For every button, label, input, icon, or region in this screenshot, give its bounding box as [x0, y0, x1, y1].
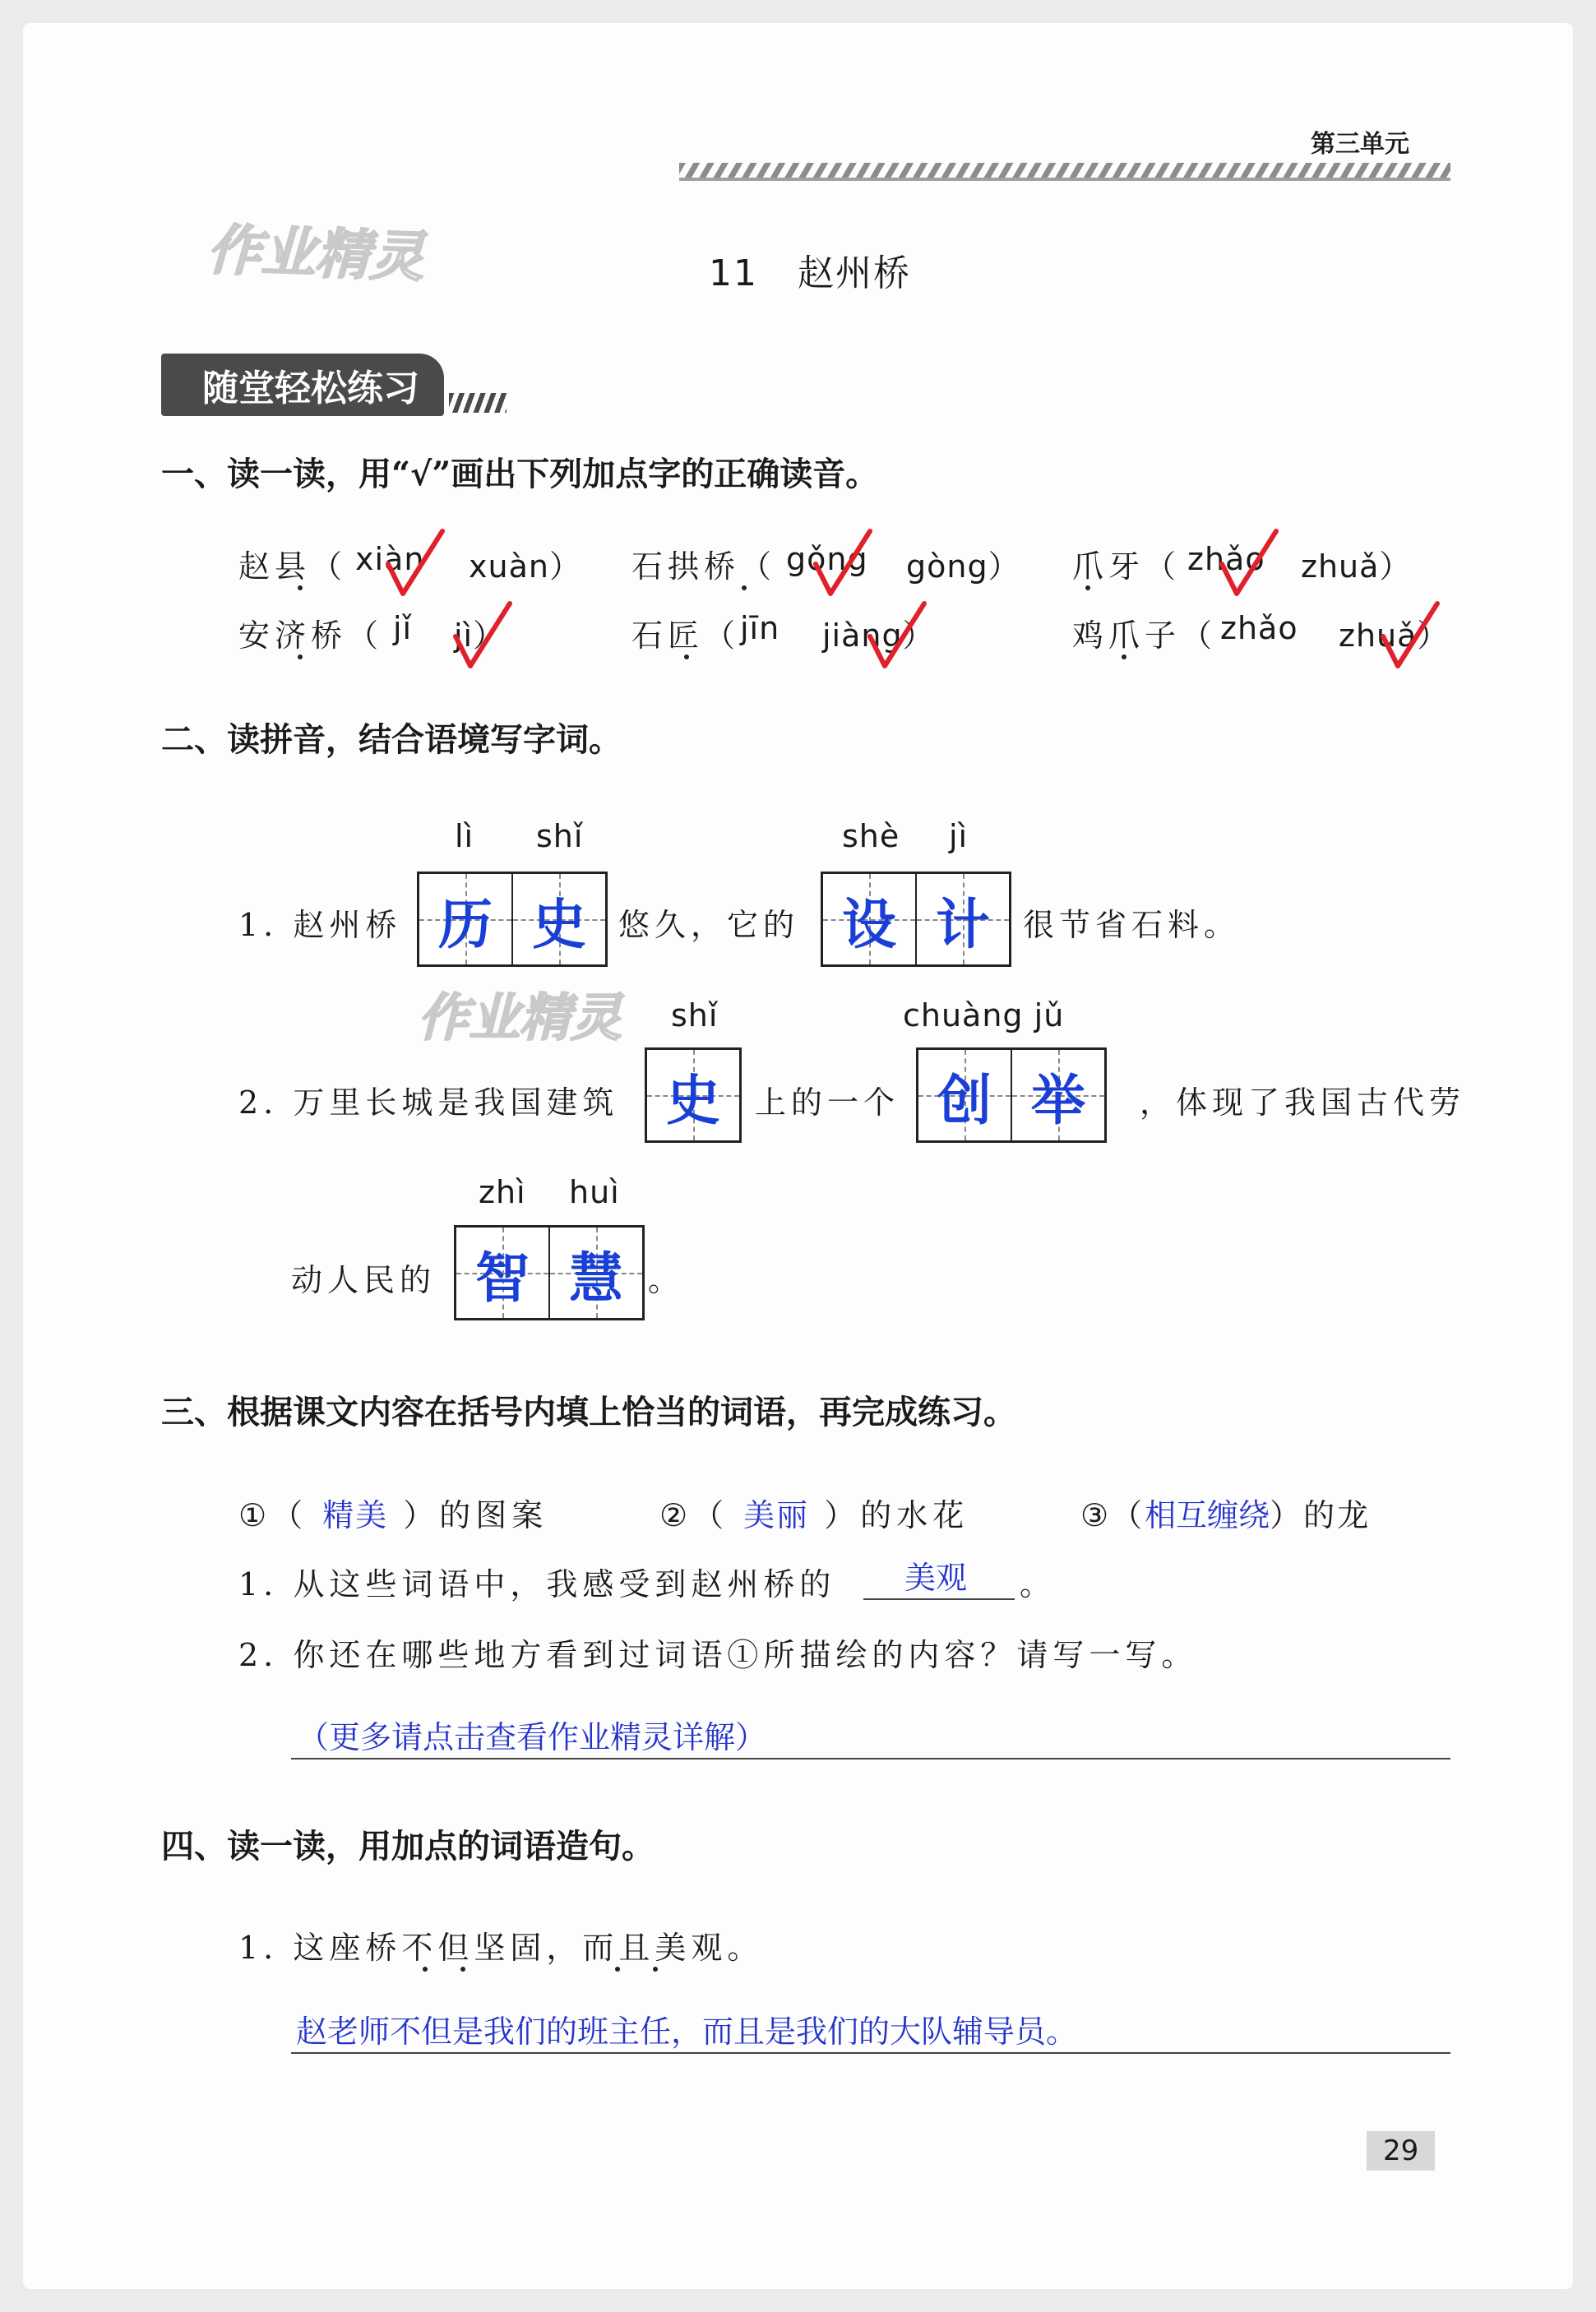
q1-option: jì） [454, 617, 506, 654]
q1-option: jǐ [393, 610, 413, 646]
tag-stripes [449, 393, 507, 413]
answer-char: 智 [475, 1245, 530, 1310]
q3-item [659, 1490, 969, 1535]
q3-item-num: ③（ [1080, 1497, 1145, 1533]
q3-item-num: ②（ [659, 1497, 729, 1533]
answer-box[interactable] [454, 1225, 645, 1320]
red-check-icon [383, 526, 449, 600]
answer-box[interactable] [645, 1047, 742, 1143]
answer-char: 史 [666, 1067, 720, 1132]
red-check-icon [865, 599, 931, 673]
q1-option: gòng） [906, 548, 1020, 585]
sentence-text: 。 [648, 1262, 685, 1298]
answer-char: 计 [936, 891, 990, 956]
lesson-title [709, 243, 911, 296]
q1-word: 爪牙（ [1072, 548, 1182, 585]
sentence-text: 动人民的 [291, 1262, 437, 1298]
red-check-icon [1217, 526, 1283, 600]
watermark: 作业精灵 [418, 987, 622, 1047]
q3-item-num: ①（ [238, 1497, 308, 1533]
page-number: 29 [1367, 2131, 1435, 2171]
answer-char: 历 [438, 891, 493, 956]
emphasis-dot [684, 654, 689, 659]
answer-char: 举 [1031, 1067, 1085, 1132]
pinyin-label: chuàng jǔ [903, 997, 1065, 1033]
emphasis-dot [298, 585, 303, 590]
q3-sub2: 2. 你还在哪些地方看到过词语①所描绘的内容？请写一写。 [238, 1637, 1198, 1673]
answer-char: 创 [937, 1067, 992, 1132]
red-check-icon [811, 526, 877, 600]
answer-box[interactable] [916, 1047, 1107, 1143]
q3-item-tail: ）的图案 [403, 1497, 548, 1533]
red-check-icon [451, 599, 516, 673]
answer-line [291, 2052, 1450, 2054]
q4-heading: 四、读一读，用加点的词语造句。 [161, 1827, 655, 1866]
pinyin-label: zhì [479, 1174, 526, 1210]
emphasis-dot [298, 654, 303, 659]
q1-option: zhuǎ） [1339, 617, 1450, 654]
emphasis-dot [615, 1967, 620, 1972]
emphasis-dot [653, 1967, 658, 1972]
q3-sub1-suffix: 。 [1020, 1566, 1057, 1602]
answer-char: 慧 [569, 1245, 623, 1310]
answer-char: 史 [532, 891, 586, 956]
emphasis-dot [460, 1967, 465, 1972]
red-check-icon [1378, 599, 1444, 673]
q1-option: gǒng [786, 541, 868, 577]
sentence-text: 很节省石料。 [1023, 907, 1241, 943]
q3-sub1-answer: 美观 [904, 1560, 968, 1596]
q1-option: xiàn [355, 541, 425, 577]
q3-item-tail: ）的龙 [1270, 1497, 1372, 1533]
q1-word: 赵县（ [238, 548, 348, 585]
pinyin-label: lì [455, 818, 474, 854]
pinyin-label: jì [949, 818, 969, 854]
answer-line [291, 1758, 1450, 1759]
emphasis-dot [1085, 585, 1090, 590]
q1-heading: 一、读一读，用“√”画出下列加点字的正确读音。 [161, 455, 879, 493]
q3-heading: 三、根据课文内容在括号内填上恰当的词语，再完成练习。 [161, 1393, 1016, 1431]
lesson-number: 11 [709, 252, 758, 294]
q1-word: 安济桥（ [238, 617, 384, 654]
sentence-text: 1. 赵州桥 [238, 907, 402, 943]
q1-word: 石匠（ [631, 617, 741, 654]
q2-heading: 二、读拼音，结合语境写字词。 [161, 720, 622, 759]
q1-option: zhǎo [1220, 610, 1298, 646]
answer-box[interactable] [821, 872, 1011, 967]
emphasis-dot [1122, 654, 1126, 659]
q3-sub1: 1. 从这些词语中，我感受到赵州桥的 [238, 1566, 836, 1602]
q4-answer: 赵老师不但是我们的班主任，而且是我们的大队辅导员。 [296, 2014, 1078, 2050]
section-tag [161, 354, 507, 416]
sentence-text: 悠久，它的 [618, 907, 800, 943]
pinyin-label: shǐ [536, 818, 584, 854]
q3-answer: 精美 [322, 1497, 389, 1533]
q3-answer: 美丽 [743, 1497, 810, 1533]
q3-sub2-answer[interactable]: （更多请点击查看作业精灵详解） [298, 1719, 767, 1755]
pinyin-label: shè [842, 818, 900, 854]
emphasis-dot [742, 585, 747, 590]
unit-label: 第三单元 [1311, 130, 1409, 159]
answer-box[interactable] [417, 872, 608, 967]
sentence-text: ，体现了我国古代劳 [1140, 1084, 1466, 1121]
pinyin-label: huì [569, 1174, 620, 1210]
q1-option: jīn [740, 610, 780, 646]
sentence-text: 2. 万里长城是我国建筑 [238, 1084, 619, 1121]
watermark: 作业精灵 [206, 218, 426, 289]
q3-answer: 相互缠绕 [1145, 1497, 1270, 1533]
q1-option: zhuǎ） [1301, 548, 1412, 585]
q4-sentence: 1. 这座桥不但坚固，而且美观。 [238, 1930, 764, 1966]
section-tag-label: 随堂轻松练习 [161, 354, 444, 416]
q1-option: zhǎo [1187, 541, 1265, 577]
lesson-name: 赵州桥 [797, 252, 911, 294]
answer-line [863, 1598, 1015, 1600]
q1-option: jiàng） [822, 617, 935, 654]
header-stripe [679, 163, 1450, 181]
q1-word: 鸡爪子（ [1072, 617, 1218, 654]
q1-option: xuàn） [469, 548, 581, 585]
q3-item [1080, 1490, 1371, 1535]
q1-word: 石拱桥（ [631, 548, 777, 585]
q3-item [238, 1490, 548, 1535]
pinyin-label: shǐ [671, 997, 719, 1033]
sentence-text: 上的一个 [755, 1084, 900, 1121]
q3-item-tail: ）的水花 [824, 1497, 969, 1533]
emphasis-dot [423, 1967, 428, 1972]
answer-char: 设 [842, 891, 896, 956]
